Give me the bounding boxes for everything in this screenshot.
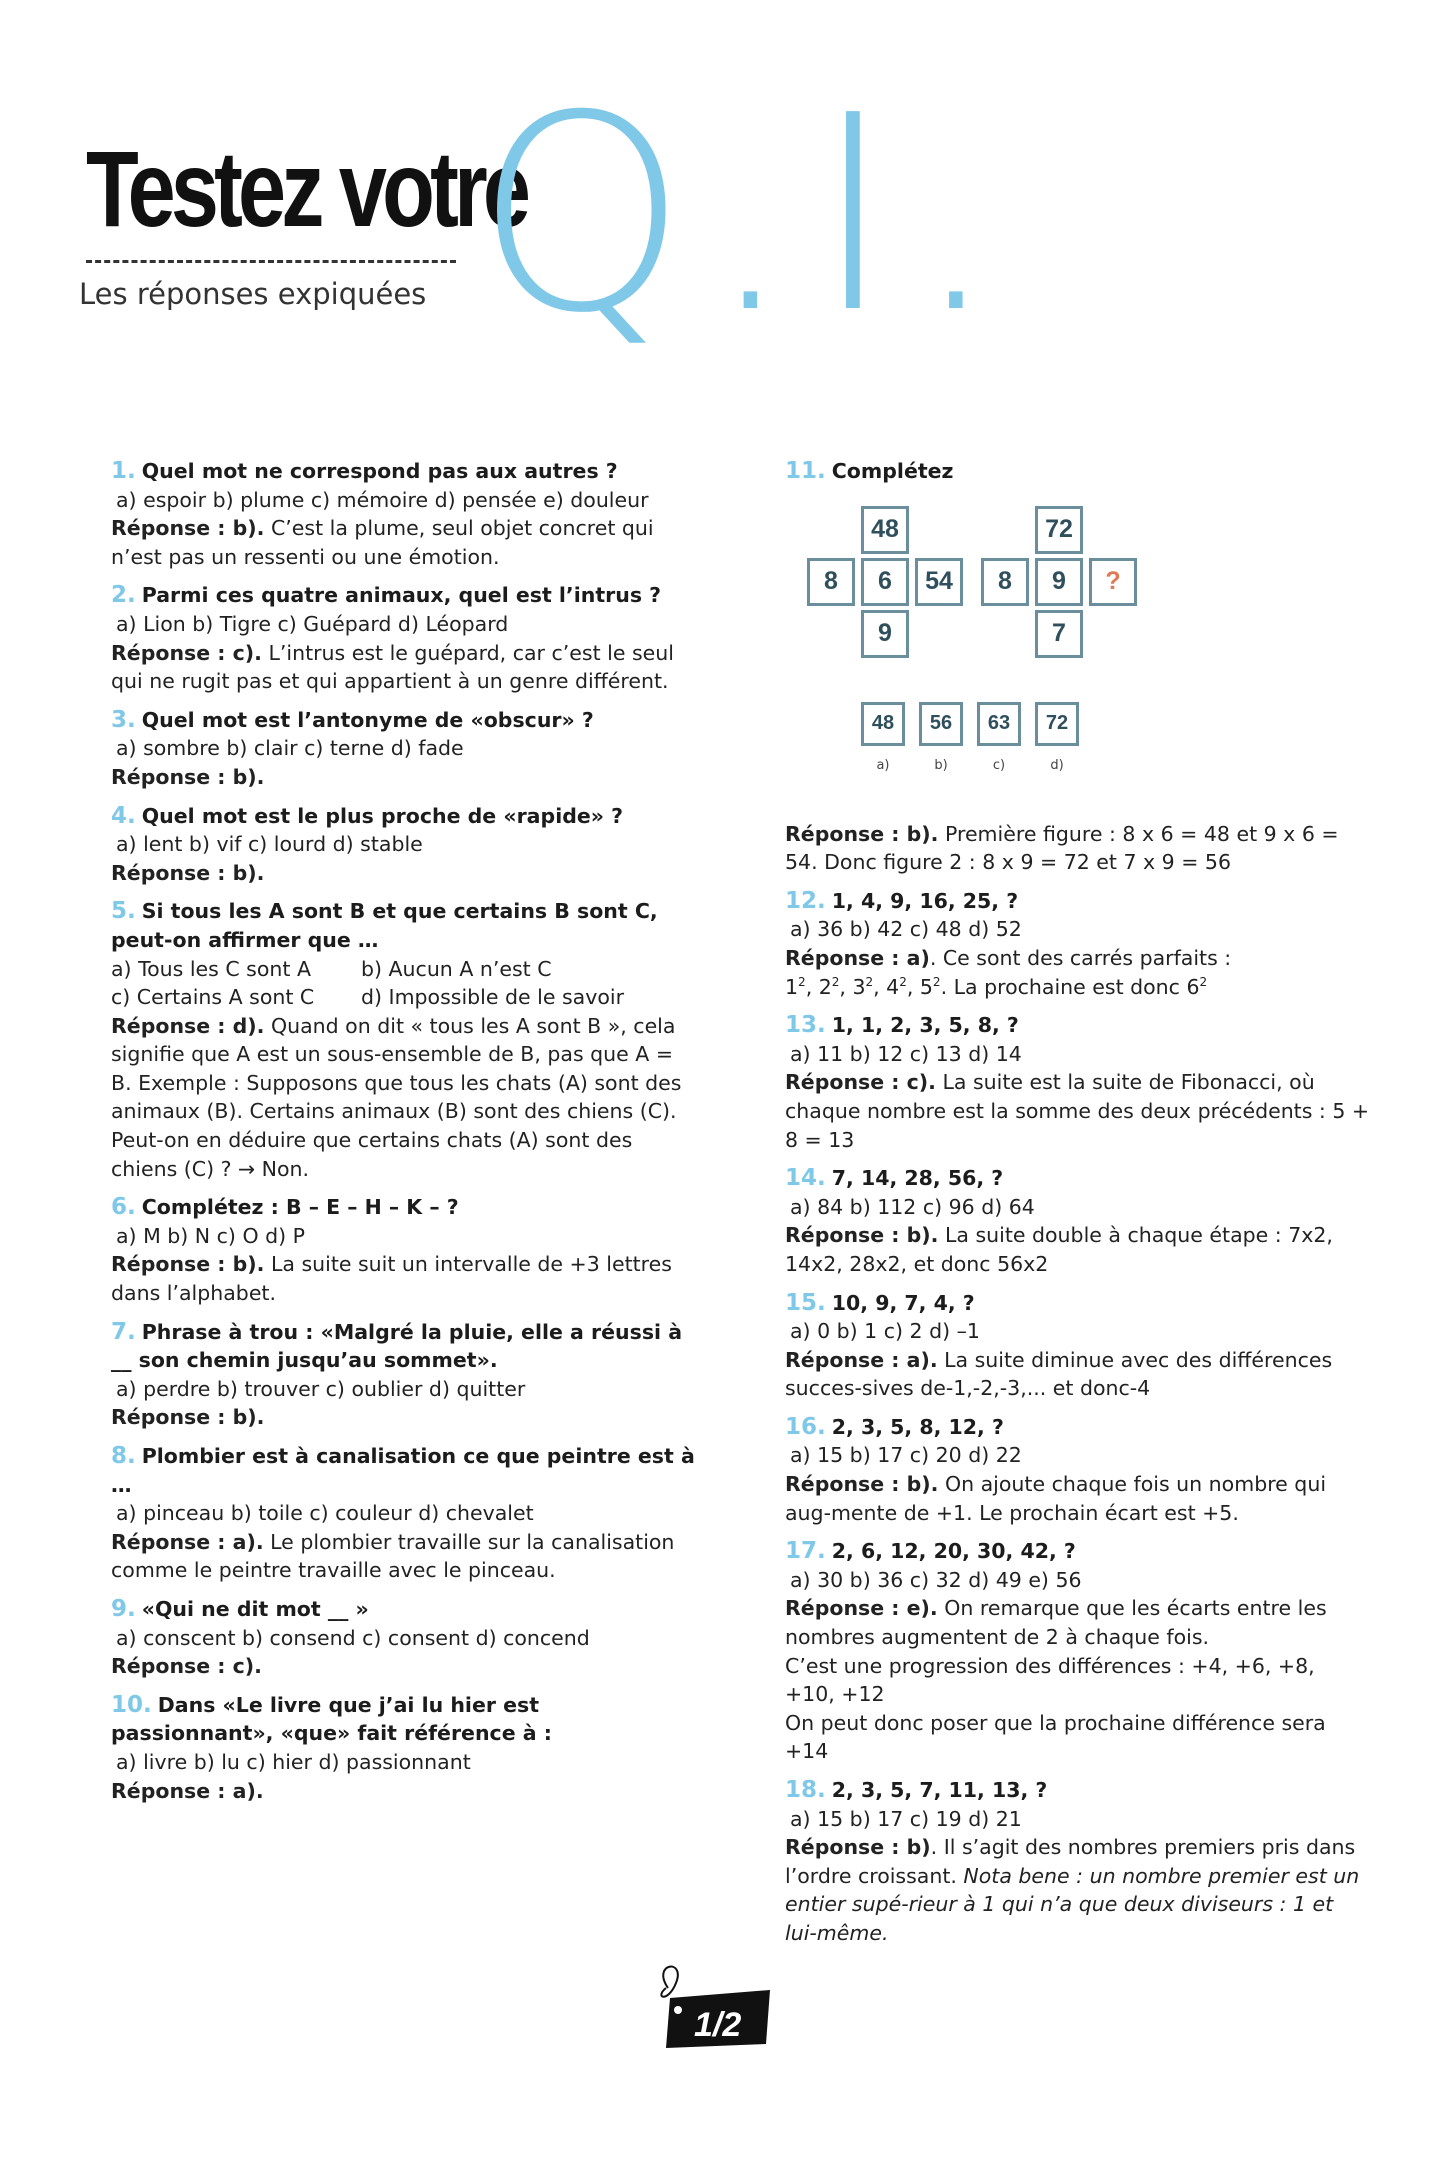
options: a) M b) N c) O d) P <box>116 1223 305 1248</box>
explanation: C’est la plume, seul objet concret qui n’est pas un ressenti ou une émotion. <box>111 516 654 569</box>
answer-label: Réponse : a). <box>111 1529 264 1554</box>
options: a) 15 b) 17 c) 20 d) 22 <box>790 1443 1022 1468</box>
answer-label: Réponse : c). <box>785 1070 936 1095</box>
explanation: On peut donc poser que la prochaine différence sera +14 <box>785 1710 1326 1764</box>
question-number: 15. <box>785 1289 826 1316</box>
options: a) conscent b) consend c) consent d) concend <box>116 1625 590 1650</box>
qi-logo-letters: Q.I. <box>475 57 1019 372</box>
fig1-top-box: 48 <box>861 506 909 554</box>
answer-label: Réponse : b). <box>111 860 265 885</box>
answer-label: Réponse : a) <box>785 945 930 970</box>
page-subtitle: Les réponses expiquées <box>79 277 427 311</box>
question-text: 1, 1, 2, 3, 5, 8, ? <box>831 1013 1019 1038</box>
fig1-center-box: 6 <box>861 558 909 606</box>
page-title: Testez votre <box>86 128 527 249</box>
question-item <box>111 1691 696 1805</box>
explanation: La suite est la suite de Fibonacci, où chaque nombre est la somme des deux précédents : 5 + 8 = 13 <box>785 1070 1370 1152</box>
question-item <box>785 1164 1370 1278</box>
question-number: 10. <box>111 1691 152 1718</box>
logo-text: 1/2 <box>694 2006 742 2044</box>
option: b) Aucun A n’est C <box>361 956 552 981</box>
explanation: Quand on dit « tous les A sont B », cela signifie que A est un sous-ensemble de B, pas que A = B. Exemple : Supposons que tous les chats (A) sont des animaux (B). Certains animaux (B) sont des chiens (C). <box>111 1013 682 1124</box>
left-column <box>111 457 696 1815</box>
answer-label: Réponse : b). <box>111 1252 265 1277</box>
option: d) Impossible de le savoir <box>361 985 624 1010</box>
question-18 <box>785 1776 1370 1948</box>
answer-label: Réponse : c). <box>111 640 262 665</box>
fig1-bottom-box: 9 <box>861 610 909 658</box>
choice-a-label: a) <box>876 757 890 773</box>
options: a) 36 b) 42 c) 48 d) 52 <box>790 917 1022 942</box>
explanation: . Il s’agit des nombres premiers pris dans l’ordre croissant. <box>785 1835 1356 1888</box>
title-dash-line <box>86 260 456 263</box>
fig2-unknown-box: ? <box>1089 558 1137 606</box>
number-puzzle <box>785 494 1370 814</box>
fig2-left-box: 8 <box>981 558 1029 606</box>
right-column <box>785 457 1370 1958</box>
explanation: La suite suit un intervalle de +3 lettres dans l’alphabet. <box>111 1252 672 1306</box>
question-text: Dans «Le livre que j’ai lu hier est passionnant», «que» fait référence à : <box>111 1692 552 1746</box>
options: a) 15 b) 17 c) 19 d) 21 <box>790 1806 1022 1831</box>
question-item <box>785 1413 1370 1527</box>
options: a) Lion b) Tigre c) Guépard d) Léopard <box>116 611 509 636</box>
question-number: 17. <box>785 1538 826 1565</box>
question-number: 13. <box>785 1012 826 1039</box>
question-item <box>111 1193 696 1307</box>
question-17 <box>785 1537 1370 1766</box>
question-item <box>785 1289 1370 1403</box>
question-number: 12. <box>785 887 826 914</box>
question-number: 1. <box>111 458 136 484</box>
question-text: 7, 14, 28, 56, ? <box>831 1166 1004 1191</box>
explanation: Peut-on en déduire que certains chats (A) sont des chiens (C) ? → Non. <box>111 1128 633 1181</box>
question-item <box>111 706 696 792</box>
answer-label: Réponse : b). <box>785 1223 939 1248</box>
question-text: Plombier est à canalisation ce que peintre est à … <box>111 1444 695 1497</box>
options: a) 84 b) 112 c) 96 d) 64 <box>790 1194 1035 1219</box>
question-text: Complétez : B – E – H – K – ? <box>141 1195 459 1220</box>
answer-label: Réponse : b). <box>785 1472 939 1497</box>
question-number: 18. <box>785 1777 826 1803</box>
options: a) sombre b) clair c) terne d) fade <box>116 736 464 761</box>
question-text: 10, 9, 7, 4, ? <box>831 1290 975 1315</box>
explanation: Première figure : 8 x 6 = 48 et 9 x 6 = 54. Donc figure 2 : 8 x 9 = 72 et 7 x 9 = 56 <box>785 821 1339 875</box>
question-number: 7. <box>111 1318 136 1345</box>
question-number: 3. <box>111 706 136 733</box>
explanation: On remarque que les écarts entre les nombres augmentent de 2 à chaque fois. <box>785 1596 1327 1650</box>
question-text: Si tous les A sont B et que certains B sont C, peut-on affirmer que … <box>111 899 658 952</box>
question-text: Quel mot est l’antonyme de «obscur» ? <box>141 707 594 732</box>
choice-a-box: 48 <box>861 702 905 746</box>
answer-label: Réponse : b). <box>111 516 265 541</box>
fig2-center-box: 9 <box>1035 558 1083 606</box>
question-text: Parmi ces quatre animaux, quel est l’intrus ? <box>141 583 662 608</box>
fig1-right-box: 54 <box>915 558 963 606</box>
question-text: Phrase à trou : «Malgré la pluie, elle a réussi à __ son chemin jusqu’au sommet». <box>111 1319 683 1373</box>
choice-c-label: c) <box>992 757 1006 773</box>
question-5 <box>111 897 696 1183</box>
answer-label: Réponse : b). <box>111 1405 265 1430</box>
answer-label: Réponse : e). <box>785 1596 938 1621</box>
fig1-left-box: 8 <box>807 558 855 606</box>
option: a) Tous les C sont A <box>111 956 311 981</box>
choice-d-label: d) <box>1050 757 1064 773</box>
option: c) Certains A sont C <box>111 985 315 1010</box>
options: a) perdre b) trouver c) oublier d) quitter <box>116 1376 526 1401</box>
explanation: L’intrus est le guépard, car c’est le seul qui ne rugit pas et qui appartient à un genre différent. <box>111 640 674 694</box>
answer-label: Réponse : c). <box>111 1654 262 1679</box>
question-number: 4. <box>111 802 136 829</box>
question-12 <box>785 887 1370 1001</box>
options: a) lent b) vif c) lourd d) stable <box>116 832 423 857</box>
answer-label: Réponse : b). <box>111 764 265 789</box>
answer-label: Réponse : b) <box>785 1835 931 1860</box>
question-text: Complétez <box>831 459 954 483</box>
nota-bene: Nota bene : un nombre premier est un entier supé-rieur à 1 qui n’a que deux diviseurs : 1 et lui-même. <box>785 1863 1360 1945</box>
choice-b-label: b) <box>934 757 948 773</box>
question-number: 5. <box>111 898 136 925</box>
explanation: La suite diminue avec des différences succes-sives de-1,-2,-3,... et donc-4 <box>785 1347 1333 1401</box>
choice-c-box: 63 <box>977 702 1021 746</box>
question-number: 14. <box>785 1165 826 1192</box>
question-item <box>111 1442 696 1585</box>
fig2-bottom-box: 7 <box>1035 610 1083 658</box>
question-text: Quel mot est le plus proche de «rapide» ? <box>141 803 624 828</box>
question-item <box>785 1011 1370 1154</box>
explanation: C’est une progression des différences : +4, +6, +8, +10, +12 <box>785 1653 1315 1707</box>
question-text: 2, 3, 5, 7, 11, 13, ? <box>831 1778 1048 1802</box>
question-number: 8. <box>111 1443 136 1469</box>
question-number: 11. <box>785 458 826 484</box>
options: a) 0 b) 1 c) 2 d) –1 <box>790 1319 980 1344</box>
question-item <box>111 1595 696 1681</box>
options: a) 11 b) 12 c) 13 d) 14 <box>790 1041 1022 1066</box>
explanation: On ajoute chaque fois un nombre qui aug-mente de +1. Le prochain écart est +5. <box>785 1472 1327 1525</box>
explanation: . Ce sont des carrés parfaits : <box>929 945 1232 970</box>
options: a) livre b) lu c) hier d) passionnant <box>116 1749 471 1774</box>
answer-label: Réponse : a). <box>111 1778 264 1803</box>
question-number: 16. <box>785 1413 826 1440</box>
explanation: Le plombier travaille sur la canalisation comme le peintre travaille avec le pinceau. <box>111 1529 675 1583</box>
answer-label: Réponse : a). <box>785 1347 938 1372</box>
explanation: La suite double à chaque étape : 7x2, 14x2, 28x2, et donc 56x2 <box>785 1223 1333 1276</box>
question-item <box>111 457 696 571</box>
question-number: 6. <box>111 1194 136 1221</box>
page-logo <box>646 1958 772 2048</box>
question-text: Quel mot ne correspond pas aux autres ? <box>141 459 618 483</box>
question-item <box>111 802 696 888</box>
options: a) pinceau b) toile c) couleur d) chevalet <box>116 1501 534 1526</box>
question-number: 9. <box>111 1595 136 1622</box>
question-text: «Qui ne dit mot __ » <box>141 1596 369 1621</box>
choice-b-box: 56 <box>919 702 963 746</box>
options: a) espoir b) plume c) mémoire d) pensée e) douleur <box>116 487 649 512</box>
choice-d-box: 72 <box>1035 702 1079 746</box>
question-item <box>111 1318 696 1432</box>
question-text: 2, 6, 12, 20, 30, 42, ? <box>831 1539 1076 1564</box>
fig2-top-box: 72 <box>1035 506 1083 554</box>
logo-graphic <box>646 1958 772 2048</box>
question-text: 2, 3, 5, 8, 12, ? <box>831 1414 1004 1439</box>
explanation-squares: $1^2$, $2^2$, $3^2$, $4^2$, $5^2$. La prochaine est donc $6^2$ <box>785 974 1208 999</box>
question-item <box>111 581 696 695</box>
answer-label: Réponse : d). <box>111 1013 265 1038</box>
question-11 <box>785 457 1370 877</box>
options: a) 30 b) 36 c) 32 d) 49 e) 56 <box>790 1567 1082 1592</box>
question-number: 2. <box>111 582 136 609</box>
question-text: 1, 4, 9, 16, 25, ? <box>831 888 1019 913</box>
answer-label: Réponse : b). <box>785 821 939 846</box>
